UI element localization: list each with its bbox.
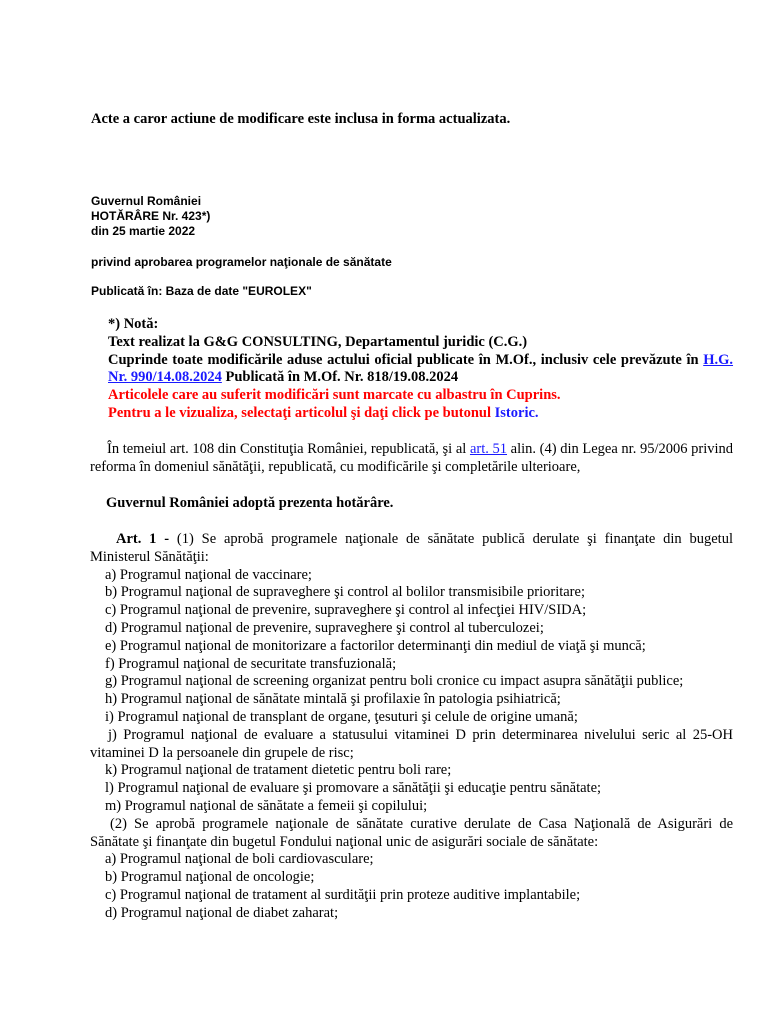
note-includes-prefix: Cuprinde toate modificările aduse actului oficial publicate în M.Of., inclusiv cele prevăzute în (108, 351, 699, 368)
note-author: Text realizat la G&G CONSULTING, Departamentul juridic (C.G.) (108, 333, 528, 350)
list-item: h) Programul naţional de sănătate mintală şi profilaxie în patologia psihiatrică; (105, 691, 561, 708)
act-header (91, 194, 210, 239)
article-1-para-1-text: (1) Se aprobă programele naţionale de sănătate publică derulate şi finanţate din bugetul Ministerul Sănătăţii: (90, 531, 733, 565)
article-1-para-1 (90, 531, 733, 567)
legal-basis-prefix: În temeiul art. 108 din Constituţia României, republicată, şi al (107, 441, 470, 457)
art-51-link[interactable]: art. 51 (469, 441, 508, 457)
issuer: Guvernul României (91, 194, 202, 208)
list-item: i) Programul naţional de transplant de organe, ţesuturi şi celule de origine umană; (105, 708, 578, 725)
list-item: f) Programul naţional de securitate transfuzională; (105, 655, 397, 672)
note-view-prefix: Pentru a le vizualiza, selectaţi articolul şi daţi click pe butonul (108, 404, 495, 421)
act-title: HOTĂRÂRE Nr. 423*) (91, 209, 211, 223)
note-view-suffix: . (534, 404, 539, 421)
list-item: l) Programul naţional de evaluare şi promovare a sănătăţii şi educaţie pentru sănătate; (105, 780, 602, 797)
list-item: a) Programul naţional de boli cardiovasculare; (105, 851, 374, 868)
list-item: a) Programul naţional de vaccinare; (105, 566, 312, 583)
adoption-statement: Guvernul României adoptă prezenta hotărâre. (106, 495, 394, 511)
list-item: g) Programul naţional de screening organizat pentru boli cronice cu impact asupra sănătăţii publice; (105, 673, 684, 690)
hg-990-link[interactable]: H.G. Nr. 990/14.08.2024 (108, 351, 734, 386)
article-1-label: Art. 1 - (116, 531, 170, 547)
list-item: d) Programul naţional de diabet zaharat; (105, 904, 339, 921)
list-item: c) Programul naţional de prevenire, supraveghere şi control al infecţiei HIV/SIDA; (105, 602, 587, 619)
list-item: b) Programul naţional de oncologie; (105, 869, 315, 886)
legal-basis (90, 441, 733, 477)
note-marked: Articolele care au suferit modificări sunt marcate cu albastru în Cuprins. (108, 387, 561, 404)
published-in: Publicată în: Baza de date "EUROLEX" (91, 284, 312, 298)
list-item: j) Programul naţional de evaluare a statusului vitaminei D prin determinarea nivelului seric al 25-OH vitaminei D la persoanele din grupele de risc; (90, 726, 733, 761)
list-item: k) Programul naţional de tratament dietetic pentru boli rare; (105, 762, 452, 779)
list-item: m) Programul naţional de sănătate a femeii şi copilului; (105, 797, 428, 814)
note-heading: *) Notă: (108, 316, 159, 332)
list-item: e) Programul naţional de monitorizare a factorilor determinanţi din mediul de viaţă şi muncă; (105, 637, 646, 654)
legal-basis-suffix: alin. (4) din Legea nr. 95/2006 privind reforma în domeniul sănătăţii, republicată, cu modificările şi completările ulterioare, (90, 441, 734, 475)
list-item: b) Programul naţional de supraveghere şi control al bolilor transmisibile prioritare; (105, 584, 585, 601)
intro-line: Acte a caror actiune de modificare este inclusa in forma actualizata. (91, 111, 511, 127)
article-1 (90, 531, 733, 923)
note-view (108, 405, 733, 423)
act-date: din 25 martie 2022 (91, 224, 196, 238)
act-subject: privind aprobarea programelor naţionale de sănătate (91, 255, 392, 269)
article-1-para-2: (2) Se aprobă programele naţionale de sănătate curative derulate de Casa Naţională de Asigurări de Sănătate şi finanţate din bugetul Fondului naţional unic de asigurări sociale de sănătate: (90, 815, 733, 850)
istoric-button-label[interactable]: Istoric (494, 404, 535, 421)
list-item: d) Programul naţional de prevenire, supraveghere şi control al tuberculozei; (105, 619, 544, 636)
list-item: c) Programul naţional de tratament al surdităţii prin proteze auditive implantabile; (105, 886, 581, 903)
note-block (108, 316, 733, 423)
note-includes (108, 352, 733, 388)
note-includes-suffix: Publicată în M.Of. Nr. 818/19.08.2024 (221, 369, 459, 386)
